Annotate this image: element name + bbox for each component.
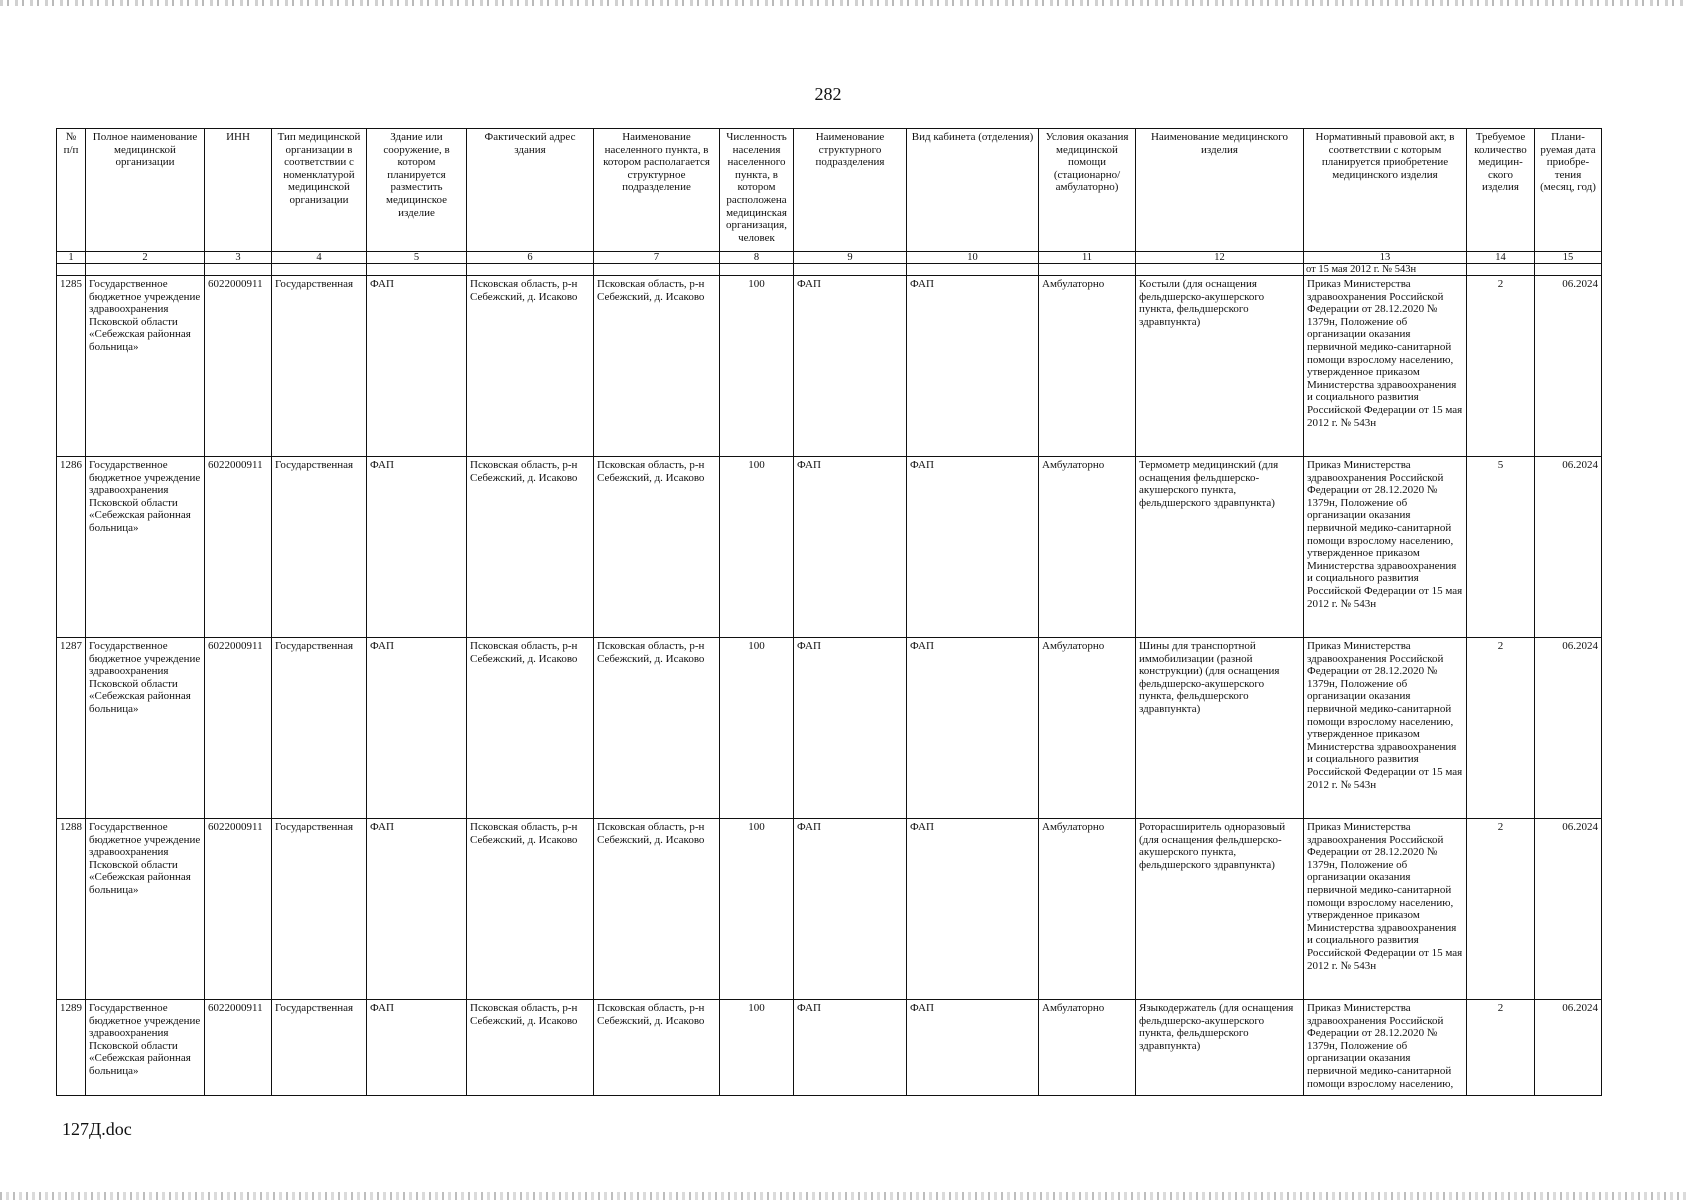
organization-type: Государственная (272, 638, 367, 819)
settlement: Псковская область, р-н Себежский, д. Исаково (594, 638, 720, 819)
settlement: Псковская область, р-н Себежский, д. Исаково (594, 276, 720, 457)
organization-name: Государственное бюджетное учреждение здравоохранения Псковской области «Себежская районная больница» (86, 276, 205, 457)
legal-act: Приказ Министерства здравоохранения Российской Федерации от 28.12.2020 № 1379н, Положение об организации оказания первичной медико-санитарной помощи взрослому населению, утвержденное приказом Министерства здравоохранения и социального развития Российской Федерации от 15 мая 2012 г. № 543н (1304, 638, 1467, 819)
column-number: 5 (367, 252, 467, 264)
table-row (57, 1000, 1602, 1096)
column-number-row (57, 252, 1602, 264)
quantity: 5 (1467, 457, 1535, 638)
purchase-date: 06.2024 (1535, 638, 1602, 819)
organization-name: Государственное бюджетное учреждение здравоохранения Псковской области «Себежская районная больница» (86, 638, 205, 819)
building: ФАП (367, 457, 467, 638)
header-row (57, 129, 1602, 252)
continuation-text: от 15 мая 2012 г. № 543н (1304, 264, 1467, 276)
organization-type: Государственная (272, 819, 367, 1000)
quantity: 2 (1467, 276, 1535, 457)
organization-type: Государственная (272, 1000, 367, 1096)
organization-name: Государственное бюджетное учреждение здравоохранения Псковской области «Себежская районная больница» (86, 457, 205, 638)
header-cell: № п/п (57, 129, 86, 252)
device-name: Костыли (для оснащения фельдшерско-акушерского пункта, фельдшерского здравпункта) (1136, 276, 1304, 457)
row-number: 1286 (57, 457, 86, 638)
quantity: 2 (1467, 638, 1535, 819)
row-number: 1289 (57, 1000, 86, 1096)
scan-border-top (0, 0, 1686, 6)
column-number: 11 (1039, 252, 1136, 264)
population: 100 (720, 276, 794, 457)
organization-name: Государственное бюджетное учреждение здравоохранения Псковской области «Себежская районная больница» (86, 1000, 205, 1096)
column-number: 9 (794, 252, 907, 264)
column-number: 2 (86, 252, 205, 264)
actual-address: Псковская область, р-н Себежский, д. Исаково (467, 638, 594, 819)
cabinet-type: ФАП (907, 457, 1039, 638)
device-name: Термометр медицинский (для оснащения фельдшерско-акушерского пункта, фельдшерского здравпункта) (1136, 457, 1304, 638)
column-number: 4 (272, 252, 367, 264)
table-row (57, 638, 1602, 819)
header-cell: ИНН (205, 129, 272, 252)
header-cell: Наименование структурного подразделения (794, 129, 907, 252)
table-row (57, 819, 1602, 1000)
actual-address: Псковская область, р-н Себежский, д. Исаково (467, 819, 594, 1000)
cabinet-type: ФАП (907, 1000, 1039, 1096)
header-cell: Тип медицинской организации в соответствии с номенклатурой медицинской организации (272, 129, 367, 252)
legal-act: Приказ Министерства здравоохранения Российской Федерации от 28.12.2020 № 1379н, Положение об организации оказания первичной медико-санитарной помощи взрослому населению, утвержденное приказом Министерства здравоохранения и социального развития Российской Федерации от 15 мая 2012 г. № 543н (1304, 457, 1467, 638)
subdivision: ФАП (794, 276, 907, 457)
settlement: Псковская область, р-н Себежский, д. Исаково (594, 457, 720, 638)
inn: 6022000911 (205, 457, 272, 638)
header-cell: Плани-руемая дата приобре-тения (месяц, год) (1535, 129, 1602, 252)
cabinet-type: ФАП (907, 276, 1039, 457)
quantity: 2 (1467, 1000, 1535, 1096)
purchase-date: 06.2024 (1535, 819, 1602, 1000)
row-number: 1285 (57, 276, 86, 457)
purchase-date: 06.2024 (1535, 457, 1602, 638)
header-cell: Нормативный правовой акт, в соответствии с которым планируется приобретение медицинского изделия (1304, 129, 1467, 252)
header-cell: Полное наименование медицинской организации (86, 129, 205, 252)
header-cell: Здание или сооружение, в котором планируется разместить медицинское изделие (367, 129, 467, 252)
inn: 6022000911 (205, 1000, 272, 1096)
legal-act: Приказ Министерства здравоохранения Российской Федерации от 28.12.2020 № 1379н, Положение об организации оказания первичной медико-санитарной помощи взрослому населению, (1304, 1000, 1467, 1096)
quantity: 2 (1467, 819, 1535, 1000)
actual-address: Псковская область, р-н Себежский, д. Исаково (467, 1000, 594, 1096)
table-row (57, 276, 1602, 457)
column-number: 15 (1535, 252, 1602, 264)
care-conditions: Амбулаторно (1039, 276, 1136, 457)
actual-address: Псковская область, р-н Себежский, д. Исаково (467, 276, 594, 457)
header-cell: Наименование населенного пункта, в котором располагается структурное подразделение (594, 129, 720, 252)
purchase-date: 06.2024 (1535, 1000, 1602, 1096)
inn: 6022000911 (205, 638, 272, 819)
legal-act: Приказ Министерства здравоохранения Российской Федерации от 28.12.2020 № 1379н, Положение об организации оказания первичной медико-санитарной помощи взрослому населению, утвержденное приказом Министерства здравоохранения и социального развития Российской Федерации от 15 мая 2012 г. № 543н (1304, 276, 1467, 457)
inn: 6022000911 (205, 276, 272, 457)
legal-act: Приказ Министерства здравоохранения Российской Федерации от 28.12.2020 № 1379н, Положение об организации оказания первичной медико-санитарной помощи взрослому населению, утвержденное приказом Министерства здравоохранения и социального развития Российской Федерации от 15 мая 2012 г. № 543н (1304, 819, 1467, 1000)
building: ФАП (367, 819, 467, 1000)
column-number: 10 (907, 252, 1039, 264)
document-filename: 127Д.doc (62, 1119, 132, 1139)
table-row (57, 457, 1602, 638)
purchase-date: 06.2024 (1535, 276, 1602, 457)
header-cell: Условия оказания медицинской помощи (стационарно/ амбулаторно) (1039, 129, 1136, 252)
continuation-row (57, 264, 1602, 276)
column-number: 13 (1304, 252, 1467, 264)
device-name: Роторасширитель одноразовый (для оснащения фельдшерско-акушерского пункта, фельдшерского здравпункта) (1136, 819, 1304, 1000)
subdivision: ФАП (794, 1000, 907, 1096)
actual-address: Псковская область, р-н Себежский, д. Исаково (467, 457, 594, 638)
header-cell: Наименование медицинского изделия (1136, 129, 1304, 252)
row-number: 1287 (57, 638, 86, 819)
page-number: 282 (814, 84, 842, 104)
inn: 6022000911 (205, 819, 272, 1000)
header-cell: Численность населения населенного пункта, в котором расположена медицинская организация, человек (720, 129, 794, 252)
cabinet-type: ФАП (907, 819, 1039, 1000)
header-cell: Требуемое количество медицин-ского изделия (1467, 129, 1535, 252)
header-cell: Фактический адрес здания (467, 129, 594, 252)
subdivision: ФАП (794, 819, 907, 1000)
organization-type: Государственная (272, 276, 367, 457)
header-cell: Вид кабинета (отделения) (907, 129, 1039, 252)
population: 100 (720, 819, 794, 1000)
settlement: Псковская область, р-н Себежский, д. Исаково (594, 1000, 720, 1096)
building: ФАП (367, 1000, 467, 1096)
column-number: 7 (594, 252, 720, 264)
column-number: 3 (205, 252, 272, 264)
settlement: Псковская область, р-н Себежский, д. Исаково (594, 819, 720, 1000)
scan-border-bottom (0, 1192, 1686, 1200)
column-number: 12 (1136, 252, 1304, 264)
device-name: Языкодержатель (для оснащения фельдшерско-акушерского пункта, фельдшерского здравпункта) (1136, 1000, 1304, 1096)
organization-type: Государственная (272, 457, 367, 638)
column-number: 8 (720, 252, 794, 264)
subdivision: ФАП (794, 457, 907, 638)
care-conditions: Амбулаторно (1039, 638, 1136, 819)
care-conditions: Амбулаторно (1039, 819, 1136, 1000)
column-number: 1 (57, 252, 86, 264)
device-name: Шины для транспортной иммобилизации (разной конструкции) (для оснащения фельдшерско-акушерского пункта, фельдшерского здравпункта) (1136, 638, 1304, 819)
building: ФАП (367, 638, 467, 819)
population: 100 (720, 457, 794, 638)
registry-table (56, 128, 1602, 1096)
column-number: 14 (1467, 252, 1535, 264)
population: 100 (720, 638, 794, 819)
care-conditions: Амбулаторно (1039, 457, 1136, 638)
column-number: 6 (467, 252, 594, 264)
organization-name: Государственное бюджетное учреждение здравоохранения Псковской области «Себежская районная больница» (86, 819, 205, 1000)
population: 100 (720, 1000, 794, 1096)
cabinet-type: ФАП (907, 638, 1039, 819)
building: ФАП (367, 276, 467, 457)
subdivision: ФАП (794, 638, 907, 819)
care-conditions: Амбулаторно (1039, 1000, 1136, 1096)
row-number: 1288 (57, 819, 86, 1000)
